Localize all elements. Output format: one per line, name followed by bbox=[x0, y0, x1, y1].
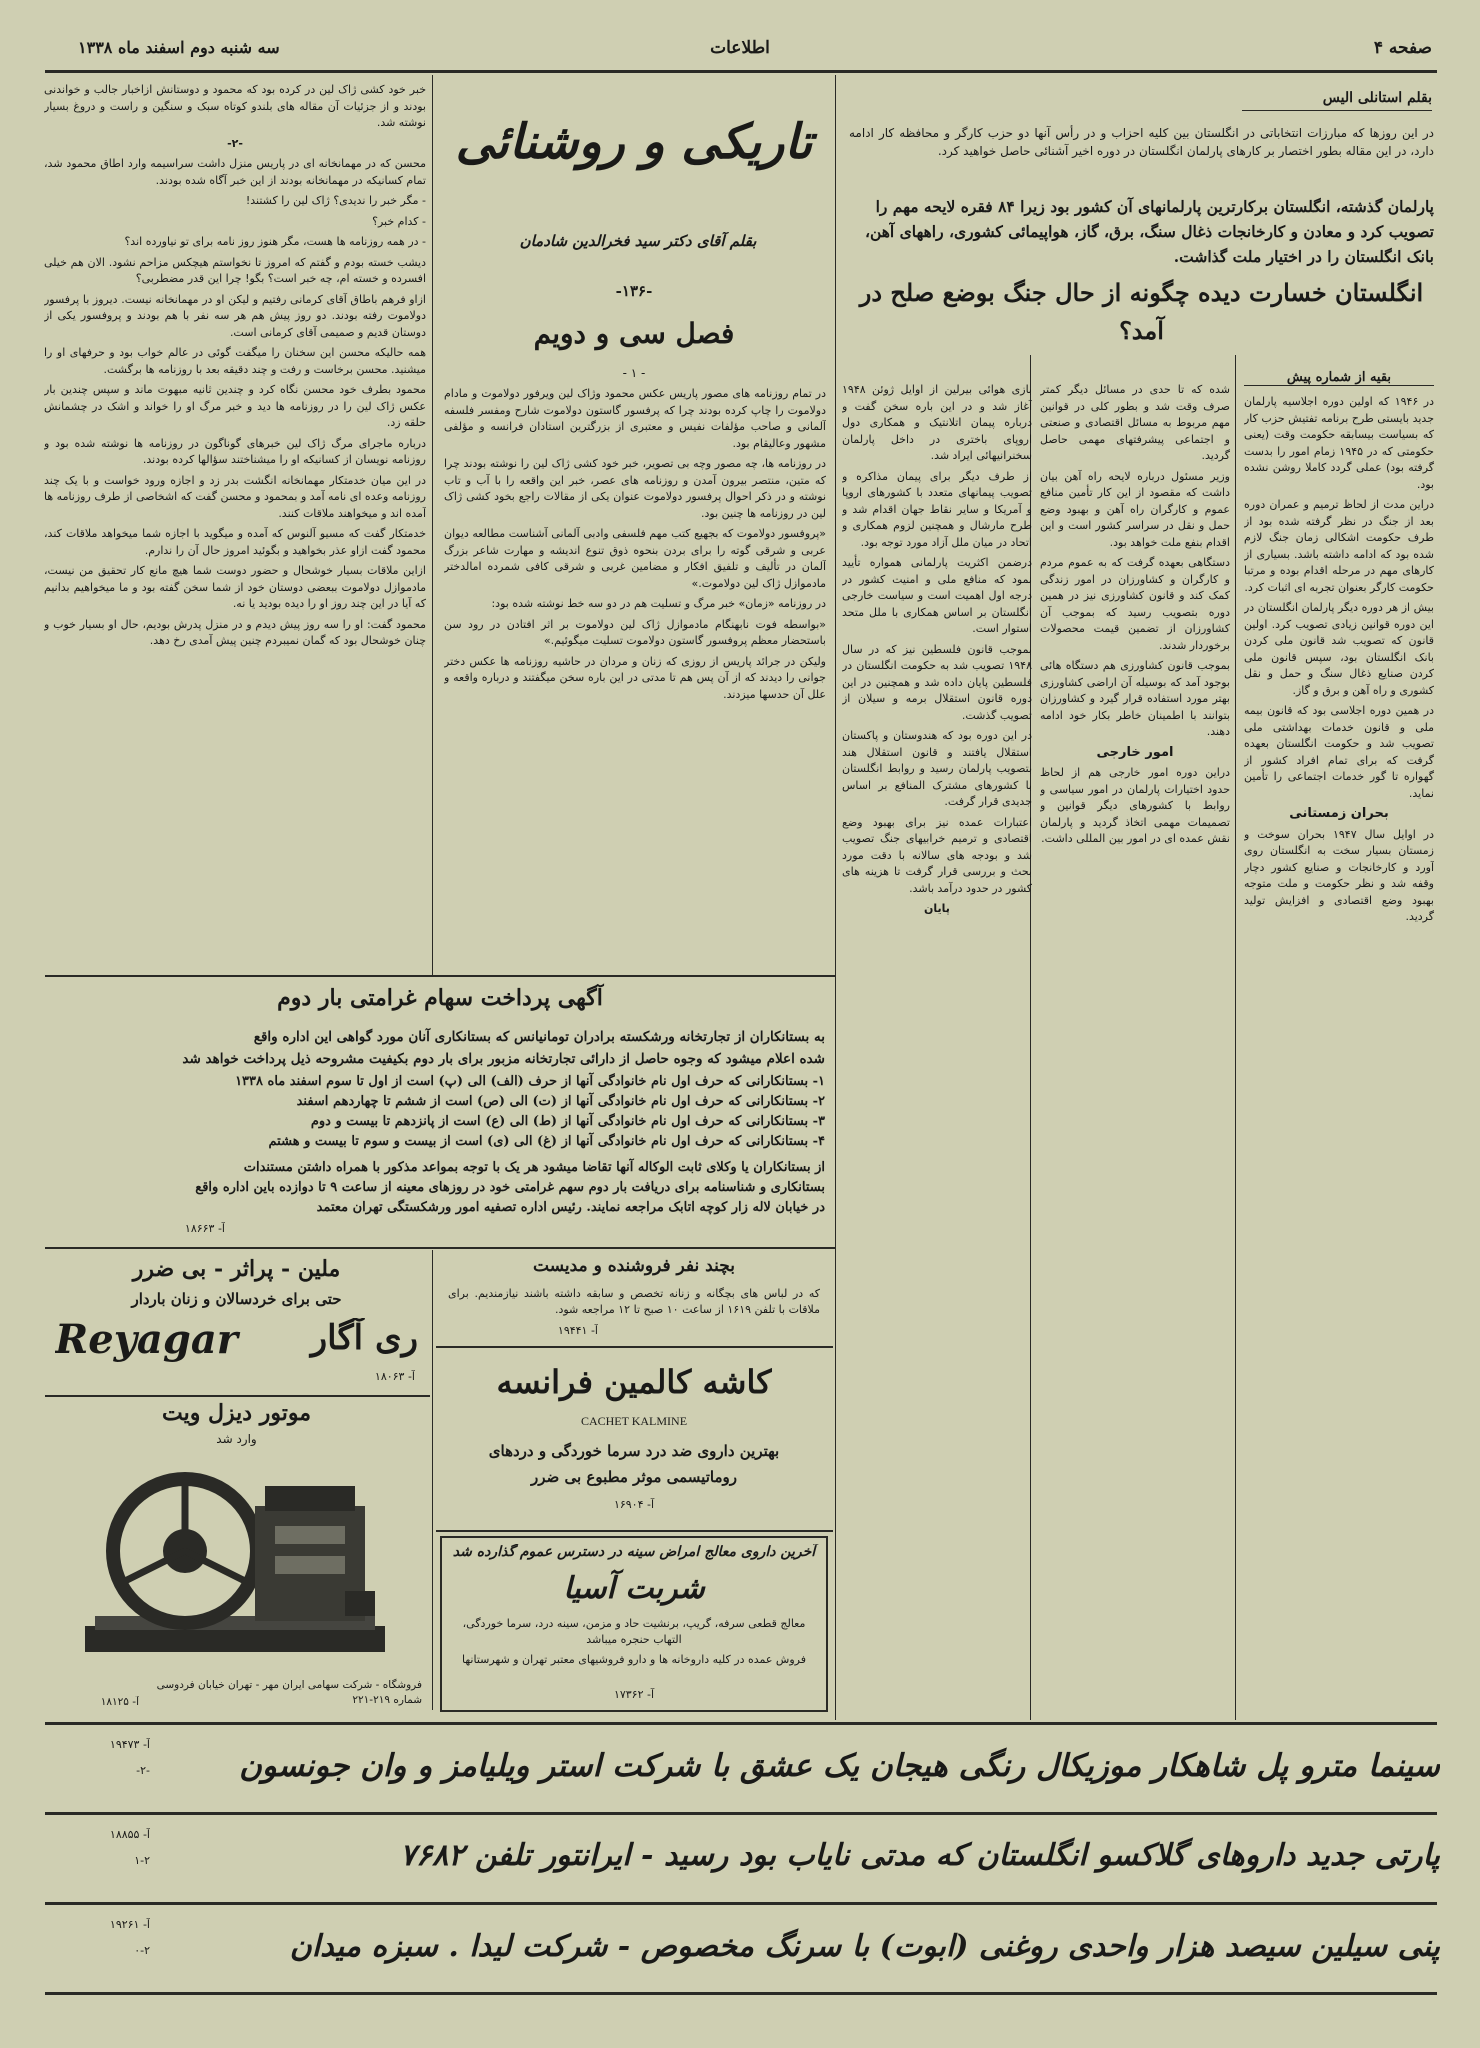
reyagar-ad bbox=[45, 1252, 428, 1392]
left-separator: -۲- bbox=[227, 136, 243, 150]
article-col1-p5: در اوایل سال ۱۹۴۷ بحران سوخت و زمستان بسیار سخت به انگلستان روی آورد و کارخانجات و صنایع کشور دچار وقفه شد و نظر حکومت و ملت متوجه بهبود وضع اقتصادی و افزایش تولید گردید. bbox=[1244, 827, 1434, 923]
continued-label: بقیه از شماره پیش bbox=[1244, 370, 1434, 386]
serial-p1: در تمام روزنامه های مصور پاریس عکس محمود وژاک لین ویرفور دولاموت و مادام دولاموت را چاپ کرده بودند چرا که پرفسور گاستون دولاموت شارح ومفسر فلسفه آلمانی و صاحب مؤلفات نفیس و معتبری از بزرگترین استادان فرانسه و مؤلفی مشهور وعالیقام بود. bbox=[444, 387, 826, 450]
page-label: صفحه ۴ bbox=[1373, 38, 1432, 58]
notice-row: ۱- بستانکارانی که حرف اول نام خانوادگی آنها از حرف (الف) الی (پ) است از اول تا سوم اسفند ماه ۱۳۳۸ bbox=[235, 1074, 825, 1089]
article-col2 bbox=[1040, 382, 1230, 1712]
penicillin-ref: آ- ۱۹۲۶۱ bbox=[109, 1918, 150, 1931]
sharbat-asia-ad bbox=[440, 1536, 828, 1712]
serial-title: تاریکی و روشنائی bbox=[455, 114, 813, 170]
sina-line1: آخرین داروی معالج امراض سینه در دسترس عموم گذارده شد bbox=[452, 1544, 816, 1560]
kalmine-line2: روماتیسمی موثر مطبوع بی ضرر bbox=[531, 1468, 737, 1486]
article-headline: انگلستان خسارت دیده چگونه از حال جنگ بوضع صلح در آمد؟ bbox=[859, 278, 1424, 345]
article-col3-p4: بموجب قانون فلسطین نیز که در سال ۱۹۴۸ تصویب شد به حکومت انگلستان در فلسطین پایان داده شد و همچنین در این دوره قانون استقلال برمه و سیلان از تصویب گذشت. bbox=[842, 642, 1032, 722]
sina-line3: فروش عمده در کلیه داروخانه ها و دارو فروشیهای معتبر تهران و شهرستانها bbox=[461, 1653, 806, 1666]
article-col2-p5: دراین دوره امور خارجی هم از لحاظ حدود اختیارات پارلمان در امور سیاسی و روابط با کشورهای دیگر قوانین و تصمیمات مهمی اتخاذ گردید و پارلمان نقش عمده ای در امور بین المللی داشت. bbox=[1040, 766, 1230, 845]
serial-chapter: فصل سی و دویم bbox=[533, 317, 735, 350]
serial-p6: ولیکن در جرائد پاریس از روزی که زنان و مردان در حاشیه روزنامه ها عکس دختر جوانی را دیدند که از آن پس هم تا مدتی در این باره سخن میگفتند و درباره واقعه و علل آن حدسها میزدند. bbox=[444, 654, 826, 701]
kalmine-ref: آ- ۱۶۹۰۴ bbox=[613, 1498, 655, 1511]
left-p6: محمود بطرف خود محسن نگاه کرد و چندین ثانیه مبهوت ماند و سپس چندین بار عکس ژاک لین را در روزنامه ها دید و خبر مرگ او را خواند و اشک در چشمانش حلقه زد. bbox=[44, 383, 426, 429]
serial-p2: در روزنامه ها، چه مصور وچه بی تصویر، خبر خود کشی ژاک لین را نوشته بودند چرا که متین، منتصر بیرون آمدن و روزنامه های عصر، خبر این واقعه را با آب و تاب نوشته و در ذکر احوال پرفسور دولاموت عنوان یکی از مقالات راجع بخود کشی ژاک لین در روزنامه ها چنین بود. bbox=[444, 457, 826, 520]
article-col3-p5: در این دوره بود که هندوستان و پاکستان استقلال یافتند و قانون استقلال هند بتصویب پارلمان رسید و روابط انگلستان با کشورهای مشترک المنافع بر اساس جدیدی قرار گرفت. bbox=[842, 729, 1032, 808]
article-col3 bbox=[842, 382, 1032, 1712]
article-byline: بقلم استانلی الیس bbox=[1242, 90, 1432, 111]
left-p5: همه حالیکه محسن این سخنان را میگفت گوئی در عالم خواب بود و حرفهای او را میشنید. محسن برخاست و رفت و چند دقیقه بعد با روزنامه ها برگشت. bbox=[44, 346, 426, 376]
rule-left-col bbox=[432, 75, 433, 975]
penicillin-banner: پنی سیلین سیصد هزار واحدی روغنی (ابوت) با سرنگ مخصوص - شرکت لیدا . سبزه میدان bbox=[289, 1929, 1440, 1964]
motor-title: موتور دیزل ویت bbox=[162, 1400, 311, 1426]
kalmine-title: کاشه کالمین فرانسه bbox=[496, 1363, 772, 1401]
notice-line5: در خیابان لاله زار کوچه اتابک مراجعه نمایند. رئیس اداره تصفیه امور ورشکستگی تهران معتمد bbox=[316, 1200, 825, 1215]
article-col3-p3: درضمن اکثریت پارلمانی همواره تأیید نمود که منافع ملی و امنیت کشور در درجه اول اهمیت است و سیاست خارجی انگلستان بر اساس همکاری با ملل متحد استوار است. bbox=[842, 556, 1032, 635]
notice-line2: شده اعلام میشود که وجوه حاصل از دارائی تجارتخانه مزبور برای بار دوم بکیفیت مشروحه ذیل پرداخت خواهد شد bbox=[182, 1051, 825, 1067]
reyagar-bottom-rule bbox=[45, 1395, 430, 1397]
motor-address: فروشگاه - شرکت سهامی ایران مهر - تهران خیابان فردوسی شماره ۲۱۹-۲۲۱ bbox=[156, 1679, 422, 1706]
kalmine-bottom-rule bbox=[436, 1530, 833, 1532]
reyagar-line1: ملین - پراثر - بی ضرر bbox=[132, 1256, 341, 1282]
glaxo-banner: پارتی جدید داروهای گلاکسو انگلستان که مدتی نایاب بود رسید - ایرانتور تلفن ۷۶۸۲ bbox=[399, 1838, 1440, 1873]
left-p9: خدمتکار گفت که مسیو آلنوس که آمده و میگوید با اجازه شما میخواهد ملاقات کند، محمود گفت ازاو عذر بخواهید و بگوئید امروز حال آن را ندارم. bbox=[44, 527, 426, 557]
glaxo-ref-2: ۱-۲ bbox=[134, 1854, 150, 1867]
rule-right-col bbox=[835, 75, 836, 1720]
article-col3-end: پایان bbox=[924, 902, 950, 915]
banner-rule-1 bbox=[45, 1722, 1437, 1725]
article-col1-p4: در همین دوره اجلاسی بود که قانون بیمه ملی و قانون خدمات بهداشتی ملی تصویب شد و حکومت انگلستان بعهده گرفت که برای تمام افراد کشور از گهواره تا گور خدمات اجتماعی را تأمین نماید. bbox=[1244, 704, 1434, 800]
sellers-body: که در لباس های بچگانه و زنانه تخصص و سابقه داشته باشند نیازمندیم. برای ملاقات با تلفن ۱۶۱۹ از ساعت ۱۰ صبح تا ۱۲ مراجعه شود. bbox=[448, 1287, 820, 1316]
left-p11: محمود گفت: او را سه روز پیش دیدم و در منزل پدرش بودیم، حال او بسیار خوب و چنان خوشحال بود که گمان نمیبردم چنین پیش آمدی رخ دهد. bbox=[44, 617, 426, 647]
left-q1: - مگر خبر را ندیدی؟ ژاک لین را کشتند! bbox=[245, 194, 426, 207]
left-p4: ازاو فرهم باطاق آقای کرمانی رفتیم و لیکن او در مهمانخانه نیست. دیروز با پرفسور دولاموت رفته بودند. دو روز پیش هم هر سه نفر با هم بودند و پروفسور یکی از دوستان قدیم و صمیمی آقای کرمانی است. bbox=[44, 292, 426, 339]
article-col1-subheading: بحران زمستانی bbox=[1289, 806, 1389, 821]
left-p10: ازاین ملاقات بسیار خوشحال و حضور دوست شما هیچ مانع کار تحقیق من نیست، مادموازل دولاموت ببعضی دوستان خود از شما سخن گفته بود و ما میخواهیم بدانیم که آیا در این چند روز او را دیده بودید یا نه. bbox=[44, 564, 426, 610]
article-col3-p2: از طرف دیگر برای پیمان مذاکره و تصویب پیمانهای متعدد با کشورهای اروپا و آمریکا و سایر نقاط جهان اقدام شد و طرح مارشال و همچنین لزوم همکاری و اتحاد در میان ملل آزاد مورد توجه بود. bbox=[842, 469, 1032, 549]
notice-row: ۳- بستانکارانی که حرف اول نام خانوادگی آنها از (ط) الی (ع) است از پانزدهم تا بیست و دوم bbox=[310, 1114, 825, 1129]
penicillin-ref-2: ۰-۲ bbox=[134, 1944, 150, 1957]
notice-line1: به بستانکاران از تجارتخانه ورشکسته برادران تومانیانس که بستانکاری آنان مورد گواهی این اداره واقع bbox=[253, 1029, 825, 1045]
motor-ref: آ- ۱۸۱۲۵ bbox=[100, 1696, 139, 1708]
cinema-ref: آ- ۱۹۴۷۳ bbox=[109, 1738, 150, 1751]
issue-date: سه شنبه دوم اسفند ماه ۱۳۳۸ bbox=[78, 38, 280, 57]
sina-line2: معالج قطعی سرفه، گریپ، برنشیت حاد و مزمن، سینه درد، سرما خوردگی، التهاب حنجره میباشد bbox=[462, 1617, 806, 1646]
banner-rule-2 bbox=[45, 1812, 1437, 1815]
serial-p5: «بواسطه فوت نابهنگام مادموازل ژاک لین دولاموت بر اثر افتادن در رود سن باستحضار معظم پروفسور گاستون دولاموت تسلیت میگوئیم.» bbox=[444, 617, 826, 647]
banner-rule-3 bbox=[45, 1902, 1437, 1905]
sellers-ref: آ- ۱۹۴۴۱ bbox=[557, 1324, 598, 1337]
left-p1: خبر خود کشی ژاک لین در کرده بود که محمود و دوستانش ازاخبار جالب و خواندنی بودند و از جزئیات آن مقاله های بلندو کوتاه سبک و سنگین و راست و دروغ بسیار نوشته شد. bbox=[44, 83, 426, 129]
serial-author: بقلم آقای دکتر سید فخرالدین شادمان bbox=[519, 232, 757, 250]
serial-continued bbox=[44, 82, 426, 972]
masthead-rule bbox=[45, 70, 1437, 73]
serial-p3: «پروفسور دولاموت که بجهیع کتب مهم فلسفی وادبی آلمانی آشناست مطالعه دیوان عربی و شرقی گوته را برای بردن بنحوه ذوق تنوع اندیشه و مهارت شاعر بزرگ آلمان در تألیف و تلفیق افکار و مضامین غربی و شرقی کافی شمرده امالدختر مادموازل ژاک لین دولاموت.» bbox=[444, 527, 826, 590]
sina-brand: شربت آسیا bbox=[563, 1571, 705, 1606]
serial-p4: در روزنامه «زمان» خبر مرگ و تسلیت هم در دو سه خط نوشته شده بود: bbox=[491, 597, 826, 610]
serial-story bbox=[438, 82, 830, 972]
rule-ads bbox=[432, 1250, 433, 1710]
cinema-banner: سینما مترو پل شاهکار موزیکال رنگی هیجان یک عشق با شرکت استر ویلیامز و وان جونسون bbox=[239, 1748, 1440, 1784]
article-intro: در این روزها که مبارزات انتخاباتی در انگلستان بین کلیه احزاب و در رأس آنها دو حزب کارگر و محافظه کار ادامه دارد، در این مقاله بطور اختصار بر کارهای پارلمان انگلستان در دوره اخیر آشنائی حاصل خواهید کرد. bbox=[849, 126, 1434, 158]
article-col1-p3: بیش از هر دوره دیگر پارلمان انگلستان در این دوره قوانین زیادی تصویب کرد. اولین قانون که تصویب شد قانون ملی کردن بانک انگلستان بود، سپس قانون ملی کردن صنایع ذغال سنگ و حمل و نقل کشوری و راه آهن و برق و گاز. bbox=[1244, 601, 1434, 697]
kalmine-line1: بهترین داروی ضد درد سرما خوردگی و دردهای bbox=[488, 1442, 780, 1460]
notice-ref: آ- ۱۸۶۶۳ bbox=[184, 1222, 225, 1235]
reyagar-ref: آ- ۱۸۰۶۳ bbox=[374, 1370, 415, 1383]
left-p8: در این میان خدمتکار مهمانخانه انگشت بدر زد و اجازه ورود خواست و با یک چند روزنامه وعده ای نامه آمد و بمحمود و محسن گفت که اشخاصی از طرف روزنامه ها آمده اند و میخواهند ملاقات کنند. bbox=[44, 473, 426, 520]
stock-notice bbox=[45, 978, 835, 1246]
glaxo-ref: آ- ۱۸۸۵۵ bbox=[109, 1828, 150, 1841]
motor-ad bbox=[45, 1398, 428, 1718]
reyagar-latin: Reyagar bbox=[55, 1316, 238, 1363]
left-q3: - در همه روزنامه ها هست، مگر هنوز روز نامه برای تو نیاورده اند؟ bbox=[124, 235, 426, 248]
notice-row: ۴- بستانکارانی که حرف اول نام خانوادگی آنها از (غ) الی (ی) است از بیست و سوم تا بیست و هشتم bbox=[268, 1134, 825, 1149]
cinema-ref-2: -۲- bbox=[136, 1764, 150, 1777]
serial-sub: - ۱ - bbox=[622, 366, 646, 380]
notice-line3: از بستانکاران یا وکلای ثابت الوکاله آنها تقاضا میشود هر یک با توجه بمواعد مذکور با همراه داشتن مستندات bbox=[243, 1160, 825, 1175]
sellers-ad bbox=[438, 1252, 830, 1344]
notice-top-rule bbox=[45, 975, 835, 977]
kalmine-latin: CACHET KALMINE bbox=[580, 1414, 688, 1428]
notice-title: آگهی پرداخت سهام غرامتی بار دوم bbox=[277, 985, 603, 1011]
article-col2-p3: دستگاهی بعهده گرفت که به عموم مردم و کارگران و کشاورزان در امور زندگی کمک کند و قانون کشاورزی نیز در همین دوره بتصویب رسید که بموجب آن کشاورزان از تضمین قیمت محصولات برخوردار شدند. bbox=[1040, 556, 1230, 652]
notice-rows bbox=[55, 1072, 825, 1152]
serial-number: -۱۳۶- bbox=[615, 282, 653, 300]
left-p7: درباره ماجرای مرگ ژاک لین خبرهای گوناگون در روزنامه ها نوشته شده بود و روزنامه نویسان از کسانیکه او را میشناختند سؤالها کرده بودند. bbox=[44, 436, 426, 466]
diesel-engine-illustration bbox=[75, 1456, 395, 1666]
left-p2: محسن که در مهمانخانه ای در پاریس منزل داشت سراسیمه وارد اطاق محمود شد، تمام کسانیکه در مهمانخانه بودند از این خبر آگاه شده بودند. bbox=[44, 157, 426, 187]
kalmine-ad bbox=[438, 1350, 830, 1528]
left-q2: - کدام خبر؟ bbox=[372, 214, 426, 228]
notice-row: ۲- بستانکارانی که حرف اول نام خانوادگی آنها از (ت) الی (ص) است از ششم تا چهاردهم اسفند bbox=[296, 1094, 825, 1109]
serial-body bbox=[444, 386, 826, 966]
article-col2-p4: بموجب قانون کشاورزی هم دستگاه هائی بوجود آمد که بوسیله آن اراضی کشاورزی بهتر مورد استفاده قرار گیرد و کشاورزان بتوانند با اطمینان خاطر بکار خود ادامه دهند. bbox=[1040, 659, 1230, 738]
motor-sub: وارد شد bbox=[216, 1432, 257, 1446]
article-col3-p1: بازی هوائی بیرلین از اوایل ژوئن ۱۹۴۸ آغاز شد و در این باره سخن گفت و درباره پیمان اتلانتیک و همکاری دول اروپای باختری در داخل پارلمان سخنرانیهائی ایراد شد. bbox=[842, 383, 1032, 462]
article-col2-heading: امور خارجی bbox=[1096, 744, 1174, 760]
banner-rule-4 bbox=[45, 1992, 1437, 1995]
article-col1-p1: در ۱۹۴۶ که اولین دوره اجلاسیه پارلمان جدید بایستی طرح برنامه تفتیش حزب کار که بسیاست بیسابقه حکومت وقت (یعنی حکومتی که در ۱۹۴۵ زمام امور را بدست گرفته بود) عملی گردد کاملا روشن نشده بود. bbox=[1244, 395, 1434, 491]
reyagar-persian: ری آگار bbox=[310, 1318, 418, 1358]
sellers-title: بچند نفر فروشنده و مدیست bbox=[533, 1256, 735, 1276]
notice-line4: بستانکاری و شناسنامه برای دریافت بار دوم سهم غرامتی خود در روزهای معینه از ساعت ۹ تا دوازده باین اداره واقع bbox=[195, 1180, 825, 1195]
paper-name: اطلاعات bbox=[710, 38, 770, 58]
article-col1-p2: دراین مدت از لحاظ ترمیم و عمران دوره بعد از جنگ در نظر گرفته شده بود از طرف حکومت اشکالی زمان جنگ لازم شده بود که ادامه داشته باشد. بسیاری از کارهای مهم در مرحله اقدام بوده و مرتبا حکومت کارگر بعنوان تجربه ای اثبات کرد. bbox=[1244, 498, 1434, 594]
reyagar-line2: حتی برای خردسالان و زنان باردار bbox=[131, 1290, 342, 1308]
article-col1 bbox=[1244, 394, 1434, 1714]
notice-bottom-rule bbox=[45, 1247, 835, 1249]
article-uk-parliament bbox=[840, 82, 1442, 1722]
sellers-bottom-rule bbox=[436, 1346, 833, 1348]
article-col2-p2: وزیر مسئول درباره لایحه راه آهن بیان داشت که مقصود از این کار تأمین منافع عموم و کارگران راه آهن و بهبود وضع حمل و نقل در سراسر کشور است و این اقدام بنفع ملت خواهد بود. bbox=[1040, 469, 1230, 549]
sina-ref: آ- ۱۷۳۶۲ bbox=[613, 1688, 655, 1701]
left-p3: دیشب خسته بودم و گفتم که امروز تا نخواستم هیچکس مزاحم نشود. الان هم خیلی افسرده و خسته ام، چه خبر است؟ بگو! چرا این قدر مضطربی؟ bbox=[44, 255, 426, 285]
article-lead: پارلمان گذشته، انگلستان برکارترین پارلمانهای آن کشور بود زیرا ۸۴ فقره لایحه مهم را تصویب کرد و معادن و کارخانجات ذغال سنگ، برق، گاز، هواپیمائی کشوری، راههای آهن، بانک انگلستان را در اختیار ملت گذاشت. bbox=[864, 197, 1434, 266]
article-col3-p6: اعتبارات عمده نیز برای بهبود وضع اقتصادی و ترمیم خرابیهای جنگ تصویب شد و بودجه های سالانه با دقت مورد بحث و بررسی قرار گرفت تا هزینه های کشور در حدود درآمد باشد. bbox=[842, 815, 1032, 895]
article-col2-p1: شده که تا حدی در مسائل دیگر کمتر صرف وقت شد و بطور کلی در قوانین مهم مربوط به مسائل اقتصادی و صنعتی و اجتماعی پیشرفتهای مهمی حاصل گردید. bbox=[1040, 383, 1230, 462]
